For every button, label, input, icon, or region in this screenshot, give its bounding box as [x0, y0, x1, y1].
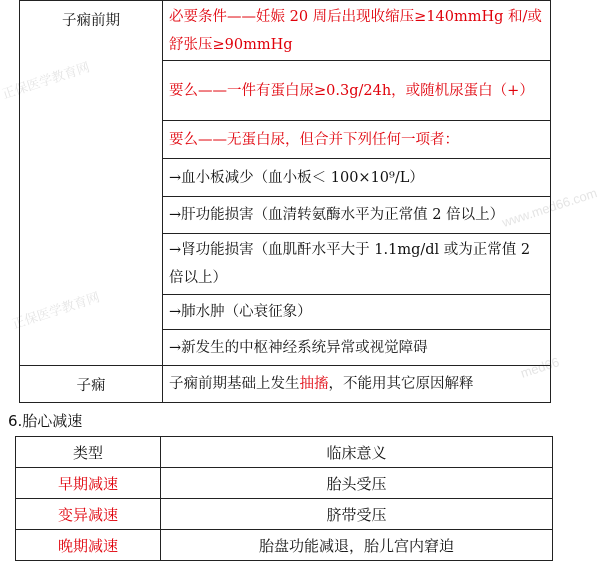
criteria-proteinuria: 要么——一件有蛋白尿≥0.3g/24h，或随机尿蛋白（+） — [163, 61, 551, 121]
type-early: 早期减速 — [16, 468, 161, 499]
criteria-kidney: →肾功能损害（血肌酐水平大于 1.1mg/dl 或为正常值 2 倍以上） — [163, 234, 551, 295]
watermark: www.med66.com — [500, 185, 599, 230]
meaning-variable: 脐带受压 — [161, 499, 553, 530]
preeclampsia-label: 子痫前期 — [62, 13, 120, 29]
type-late: 晚期减速 — [16, 530, 161, 561]
meaning-late: 胎盘功能减退，胎儿宫内窘迫 — [161, 530, 553, 561]
watermark: 正保医学教育网 — [10, 289, 102, 332]
criteria-liver: →肝功能损害（血清转氨酶水平为正常值 2 倍以上） — [163, 197, 551, 234]
eclampsia-description — [163, 366, 551, 403]
watermark: 正保医学教育网 — [0, 59, 92, 102]
criteria-cns: →新发生的中枢神经系统异常或视觉障碍 — [163, 330, 551, 366]
section-title: 6.胎心减速 — [8, 412, 83, 430]
type-variable: 变异减速 — [16, 499, 161, 530]
preeclampsia-label-cell — [20, 1, 163, 366]
meaning-early: 胎头受压 — [161, 468, 553, 499]
criteria-pulmonary-edema: →肺水肿（心衰征象） — [163, 295, 551, 330]
watermark: med66 — [518, 354, 562, 381]
criteria-required: 必要条件——妊娠 20 周后出现收缩压≥140mmHg 和/或舒张压≥90mmHg — [163, 1, 551, 61]
decelerations-table — [15, 436, 553, 561]
eclampsia-desc-after: ，不能用其它原因解释 — [328, 376, 474, 392]
criteria-no-proteinuria: 要么——无蛋白尿，但合并下列任何一项者： — [163, 121, 551, 159]
eclampsia-desc-before: 子痫前期基础上发生 — [169, 376, 300, 392]
eclampsia-label: 子痫 — [76, 377, 106, 394]
eclampsia-desc-highlight: 抽搐 — [299, 376, 329, 392]
header-meaning: 临床意义 — [161, 437, 553, 468]
eclampsia-label-cell — [20, 366, 163, 403]
preeclampsia-table — [19, 0, 551, 403]
header-type: 类型 — [16, 437, 161, 468]
criteria-platelet: →血小板减少（血小板＜ 100×10⁹/L） — [163, 159, 551, 197]
